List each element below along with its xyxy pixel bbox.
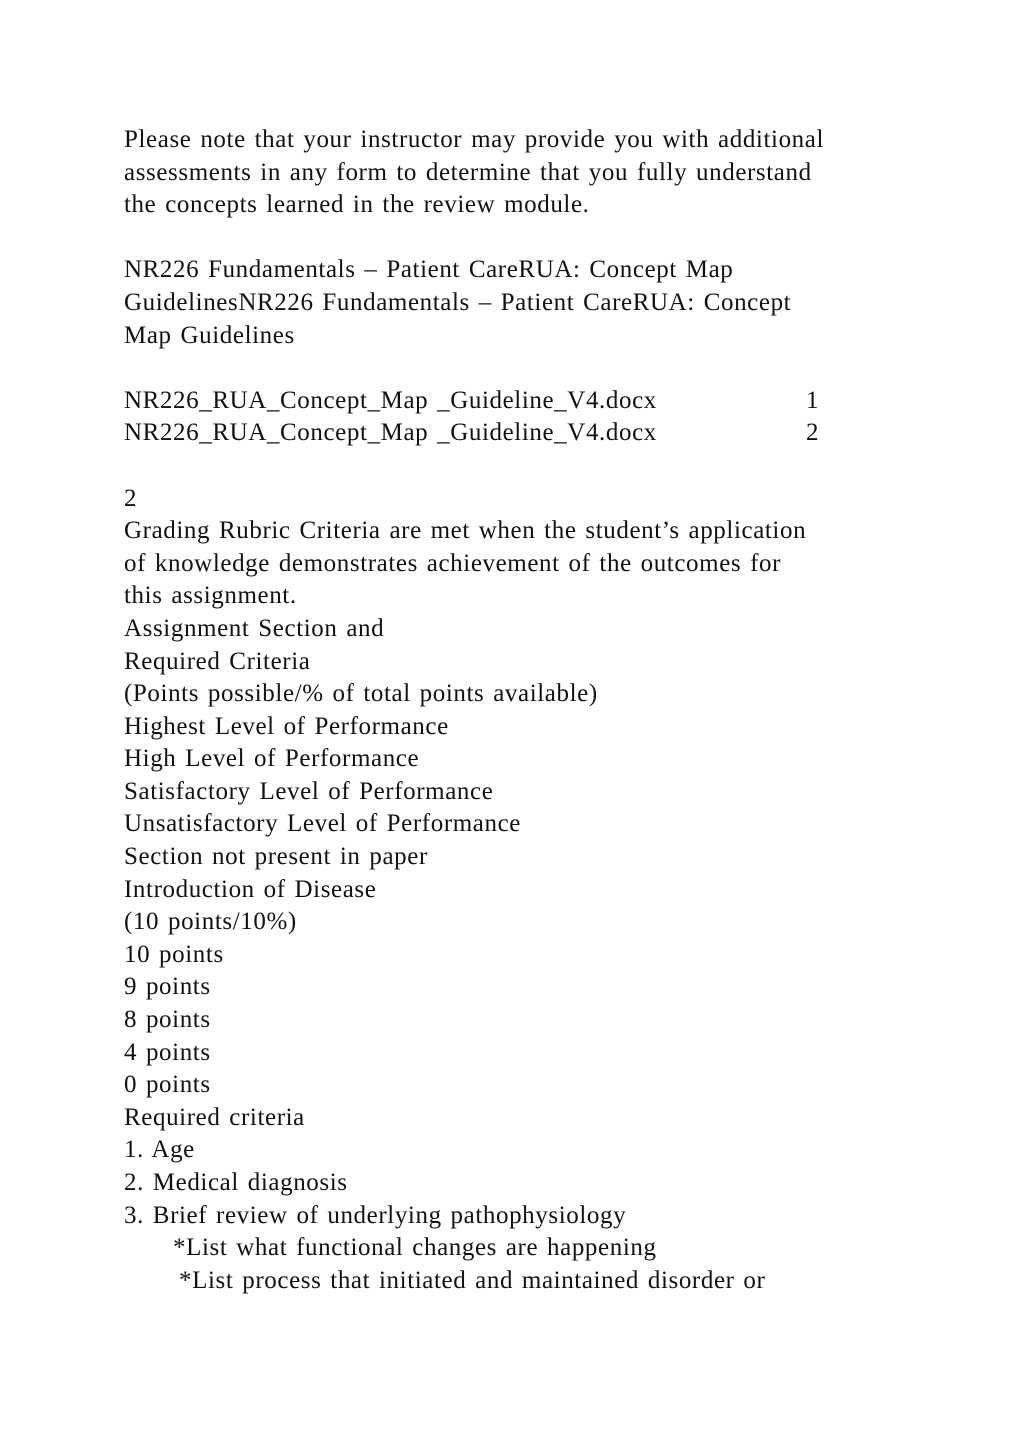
rubric-line: 1. Age <box>124 1136 195 1164</box>
rubric-line: Grading Rubric Criteria are met when the student’s application <box>124 517 807 545</box>
sub-item-line: *List process that initiated and maintained disorder or <box>179 1266 766 1294</box>
footer-page-number: 2 <box>806 419 820 447</box>
spacer <box>124 352 924 385</box>
rubric-line: Highest Level of Performance <box>124 712 449 740</box>
footer-filename: NR226_RUA_Concept_Map _Guideline_V4.docx <box>124 386 657 414</box>
rubric-line: Satisfactory Level of Performance <box>124 777 494 805</box>
spacer <box>124 222 924 255</box>
note-line-2: assessments in any form to determine that you fully understand <box>124 158 812 186</box>
footer-filename: NR226_RUA_Concept_Map _Guideline_V4.docx <box>124 419 657 447</box>
rubric-line: of knowledge demonstrates achievement of the outcomes for <box>124 549 782 577</box>
rubric-line: Section not present in paper <box>124 843 428 871</box>
footer-page-number: 1 <box>806 386 820 414</box>
rubric-line: 2. Medical diagnosis <box>124 1169 348 1196</box>
rubric-line: Required Criteria <box>124 647 311 675</box>
rubric-line: this assignment. <box>124 582 297 610</box>
sub-item-line: *List what functional changes are happening <box>173 1234 657 1262</box>
rubric-line: 8 points <box>124 1006 211 1034</box>
rubric-line: 9 points <box>124 973 211 1001</box>
note-line-3: the concepts learned in the review module. <box>124 191 590 219</box>
title-line-3: Map Guidelines <box>124 321 295 349</box>
document-body <box>124 124 924 1297</box>
rubric-line: Introduction of Disease <box>124 875 377 903</box>
footer-row-2 <box>124 417 924 450</box>
rubric-line: Required criteria <box>124 1103 305 1131</box>
rubric-line: High Level of Performance <box>124 745 420 773</box>
rubric-line: 0 points <box>124 1071 211 1099</box>
rubric-line: 4 points <box>124 1038 211 1066</box>
page-number: 2 <box>124 484 138 512</box>
rubric-line: 3. Brief review of underlying pathophysiology <box>124 1201 627 1229</box>
rubric-line: 10 points <box>124 940 224 968</box>
title-line-1: NR226 Fundamentals – Patient CareRUA: Concept Map <box>124 256 734 284</box>
rubric-line: Unsatisfactory Level of Performance <box>124 810 521 838</box>
rubric-line: Assignment Section and <box>124 614 385 642</box>
spacer <box>124 450 924 483</box>
footer-row-1 <box>124 385 924 418</box>
title-line-2: GuidelinesNR226 Fundamentals – Patient CareRUA: Concept <box>124 288 792 316</box>
rubric-line: (10 points/10%) <box>124 908 297 936</box>
note-line-1: Please note that your instructor may provide you with additional <box>124 126 825 153</box>
rubric-line: (Points possible/% of total points available) <box>124 680 598 708</box>
